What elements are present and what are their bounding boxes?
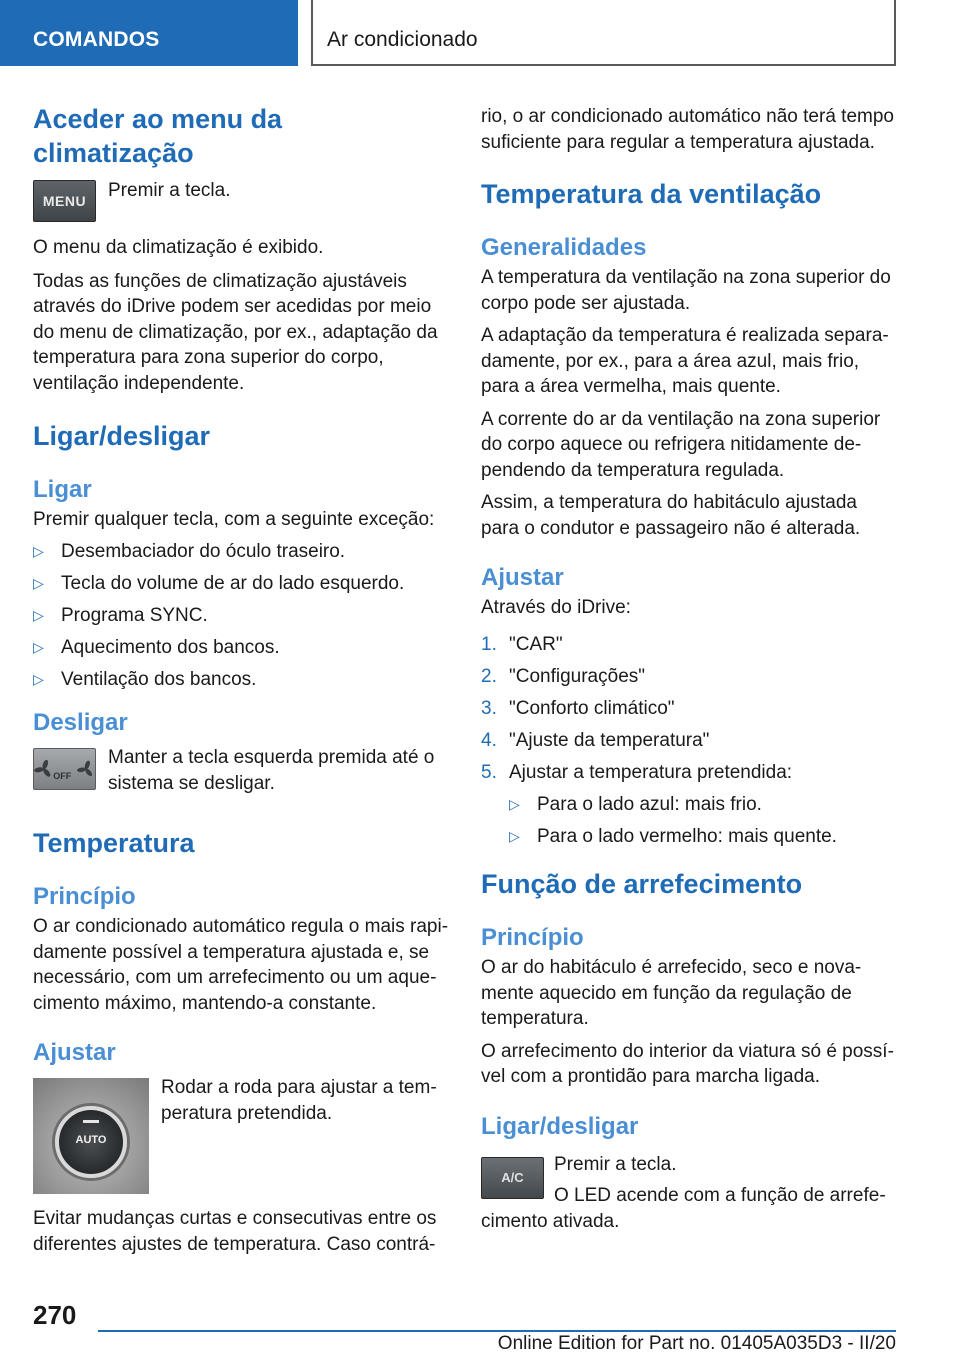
paragraph: O menu da climatização é exibido. — [33, 237, 324, 258]
edition-text: Online Edition for Part no. 01405A035D3 - II/20 — [497, 1333, 896, 1354]
triangle-bullet-icon: ▷ — [33, 638, 44, 655]
knob-row — [33, 1078, 449, 1194]
step-text: "Ajuste da temperatura" — [509, 729, 710, 751]
triangle-bullet-icon: ▷ — [33, 670, 44, 687]
footer-divider — [98, 1330, 896, 1332]
paragraph: rio, o ar condicionado automático não terá tempo suficiente para regular a temperatura ajustada. — [481, 106, 894, 153]
fan-key-text: Manter a tecla esquerda premida até o sistema se desligar. — [108, 747, 435, 794]
chapter-title: Ar condicionado — [311, 0, 896, 66]
step-text: Ajustar a temperatura pretendida: — [509, 761, 793, 783]
paragraph: A corrente do ar da ventilação na zona superior do corpo aquece ou refrigera nitidamente dependendo da temperatura regulada. — [481, 408, 881, 481]
exception-list — [33, 539, 449, 693]
paragraph: A adaptação da temperatura é realizada separadamente, por ex., para a área azul, mais frio, para a área vermelha, mais quente. — [481, 325, 889, 397]
subheading-adjust: Ajustar — [481, 564, 564, 591]
paragraph: Todas as funções de climatização ajustáveis através do iDrive podem ser acedidas por meio do menu de climatização, por ex., adaptação da temperatura para zona superior do corpo, ventilação independente. — [33, 270, 438, 394]
step-number: 5. — [481, 761, 497, 783]
paragraph: Assim, a temperatura do habitáculo ajustada para o condutor e passageiro não é alterada. — [481, 492, 861, 539]
triangle-bullet-icon: ▷ — [33, 574, 44, 591]
list-item — [509, 792, 897, 818]
minus-icon — [83, 1120, 99, 1123]
fan-off-key-icon — [33, 748, 96, 790]
knob-auto-label: AUTO — [75, 1134, 107, 1146]
paragraph: Através do iDrive: — [481, 597, 631, 618]
subheading-principle: Princípio — [33, 883, 136, 910]
paragraph: A temperatura da ventilação na zona superior do corpo pode ser ajustada. — [481, 267, 891, 314]
list-item — [481, 760, 897, 786]
list-item — [33, 539, 449, 565]
triangle-bullet-icon: ▷ — [509, 795, 520, 812]
list-item-text: Ventilação dos bancos. — [61, 668, 257, 690]
heading-on-off: Ligar/desligar — [33, 421, 211, 451]
list-item-text: Aquecimento dos bancos. — [61, 636, 280, 658]
fan-icon — [34, 757, 53, 781]
subheading-on-off: Ligar/desligar — [481, 1112, 639, 1140]
list-item — [33, 571, 449, 597]
paragraph: Premir qualquer tecla, com a seguinte exceção: — [33, 509, 435, 530]
list-item-text: Para o lado vermelho: mais quente. — [537, 825, 837, 847]
menu-key-icon: MENU — [33, 180, 96, 222]
section-tab: COMANDOS — [0, 0, 298, 66]
list-item-text: Tecla do volume de ar do lado esquerdo. — [61, 572, 405, 594]
step-number: 2. — [481, 665, 497, 687]
step-text: "Configurações" — [509, 665, 646, 687]
list-item — [481, 632, 897, 658]
list-item — [481, 728, 897, 754]
paragraph: O ar do habitáculo é arrefecido, seco e novamente aquecido em função da regulação de temperatura. — [481, 957, 862, 1029]
heading-cooling-function: Função de arrefecimento — [481, 869, 803, 899]
step-number: 1. — [481, 633, 497, 655]
step-text: "CAR" — [509, 633, 563, 655]
fan-icon — [77, 758, 95, 780]
left-column — [33, 94, 449, 1257]
subheading-principle: Princípio — [481, 924, 584, 951]
ac-key-row — [481, 1152, 897, 1235]
paragraph: O arrefecimento do interior da viatura só é possível com a prontidão para marcha ligada. — [481, 1040, 894, 1087]
list-item — [33, 635, 449, 661]
list-item — [33, 667, 449, 693]
list-item-text: Para o lado azul: mais frio. — [537, 793, 762, 815]
ac-key-icon: A/C — [481, 1157, 544, 1199]
triangle-bullet-icon: ▷ — [33, 606, 44, 623]
step-number: 3. — [481, 697, 497, 719]
list-item — [33, 603, 449, 629]
heading-vent-temperature: Temperatura da ventilação — [481, 179, 822, 209]
steps-list — [481, 632, 897, 786]
menu-key-text: Premir a tecla. — [108, 180, 231, 201]
knob-text: Rodar a roda para ajustar a temperatura pretendida. — [161, 1077, 437, 1124]
heading-climate-menu: Aceder ao menu da climatização — [33, 104, 283, 168]
list-item — [509, 824, 897, 850]
menu-key-row — [33, 180, 449, 222]
list-item-text: Desembaciador do óculo traseiro. — [61, 540, 346, 562]
list-item — [481, 696, 897, 722]
right-column — [481, 104, 897, 1234]
step-number: 4. — [481, 729, 497, 751]
triangle-bullet-icon: ▷ — [33, 542, 44, 559]
fan-off-label: OFF — [53, 771, 72, 781]
subheading-general: Generalidades — [481, 234, 647, 261]
subheading-adjust: Ajustar — [33, 1039, 116, 1066]
page-number: 270 — [33, 1300, 77, 1330]
paragraph: O ar condicionado automático regula o mais rapidamente possível a temperatura ajustada e, se necessário, com um arrefecimento ou um aquecimento máximo, mantendo-a constante. — [33, 916, 449, 1014]
triangle-bullet-icon: ▷ — [509, 827, 520, 844]
list-item-text: Programa SYNC. — [61, 604, 208, 626]
temperature-knob-image — [33, 1078, 149, 1194]
ac-led-text: O LED acende com a função de arrefecimento ativada. — [481, 1185, 886, 1232]
ac-key-text: Premir a tecla. — [554, 1153, 677, 1175]
fan-key-row — [33, 748, 449, 796]
list-item — [481, 664, 897, 690]
paragraph: Evitar mudanças curtas e consecutivas entre os diferentes ajustes de temperatura. Caso contrá- — [33, 1208, 437, 1255]
heading-temperature: Temperatura — [33, 828, 195, 858]
subheading-off: Desligar — [33, 709, 128, 736]
subheading-on: Ligar — [33, 476, 92, 503]
step-text: "Conforto climático" — [509, 697, 675, 719]
sub-list — [481, 792, 897, 850]
